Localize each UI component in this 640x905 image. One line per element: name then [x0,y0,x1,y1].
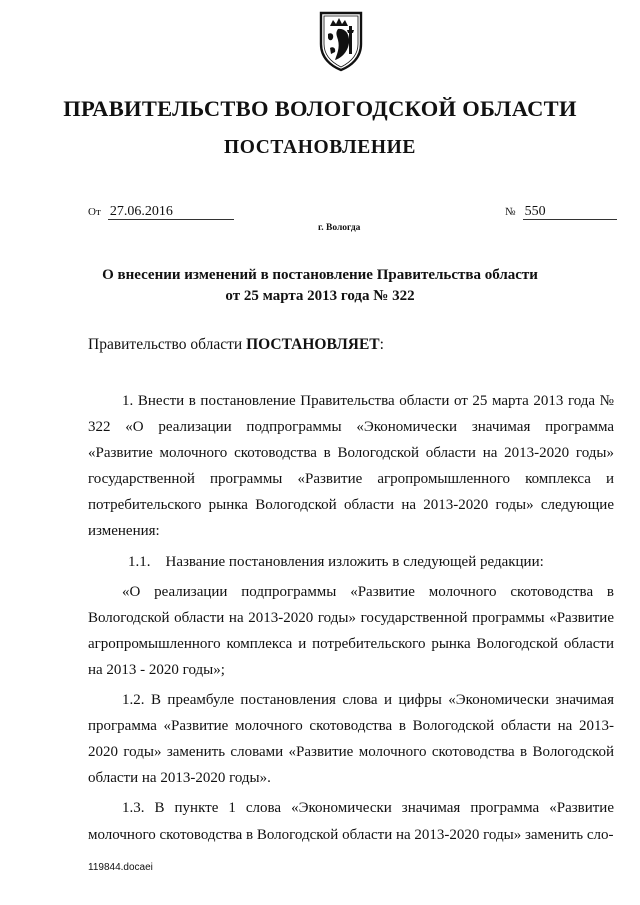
city-label: г. Вологда [318,223,361,233]
document-type: ПОСТАНОВЛЕНИЕ [223,137,417,158]
document-subject [0,265,640,307]
document-body [88,388,614,852]
paragraph-1-1-text: «О реализации подпрограммы «Развитие молочного скотоводства в Вологодской области на 2013-2020 годы» государственной программы «Развитие агропромышленного комплекса и потребительского рынка Вологодской области на 2013 - 2020 годы»; [88,583,614,678]
vologda-coat-of-arms-icon [318,10,364,72]
subject-line-2: от 25 марта 2013 года № 322 [225,288,415,304]
intro-suffix: : [379,336,384,353]
date-value: 27.06.2016 [108,204,234,220]
paragraph-1-3: 1.3. В пункте 1 слова «Экономически значимая программа «Развитие молочного скотоводства в Вологодской области на 2013-2020 годы» заменить сло- [88,800,614,843]
document-date [88,204,234,220]
paragraph-1-2: 1.2. В преамбуле постановления слова и цифры «Экономически значимая программа «Развитие молочного скотоводства в Вологодской области на 2013-2020 годы» заменить словами «Развитие молочного скотоводства в Вологодской области на 2013-2020 годы». [88,692,614,787]
document-number [505,204,617,220]
date-label: От [88,206,101,218]
subject-line-1: О внесении изменений в постановление Правительства области [102,267,538,283]
paragraph-1: 1. Внести в постановление Правительства области от 25 марта 2013 года № 322 «О реализации подпрограммы «Экономически значимая программа «Развитие молочного скотоводства в Вологодской области на 2013-2020 годы» государственной программы «Развитие агропромышленного комплекса и потребительского рынка Вологодской области на 2013-2020 годы» следующие изменения: [88,393,614,540]
number-value: 550 [523,204,617,220]
footer-filename: 119844.docaei [88,862,153,873]
resolution-intro [88,336,384,354]
intro-keyword: ПОСТАНОВЛЯЕТ [246,336,380,353]
intro-prefix: Правительство области [88,336,243,353]
organization-title: ПРАВИТЕЛЬСТВО ВОЛОГОДСКОЙ ОБЛАСТИ [63,96,577,121]
paragraph-1-1: 1.1. Название постановления изложить в следующей редакции: [128,553,544,570]
number-label: № [505,206,516,218]
